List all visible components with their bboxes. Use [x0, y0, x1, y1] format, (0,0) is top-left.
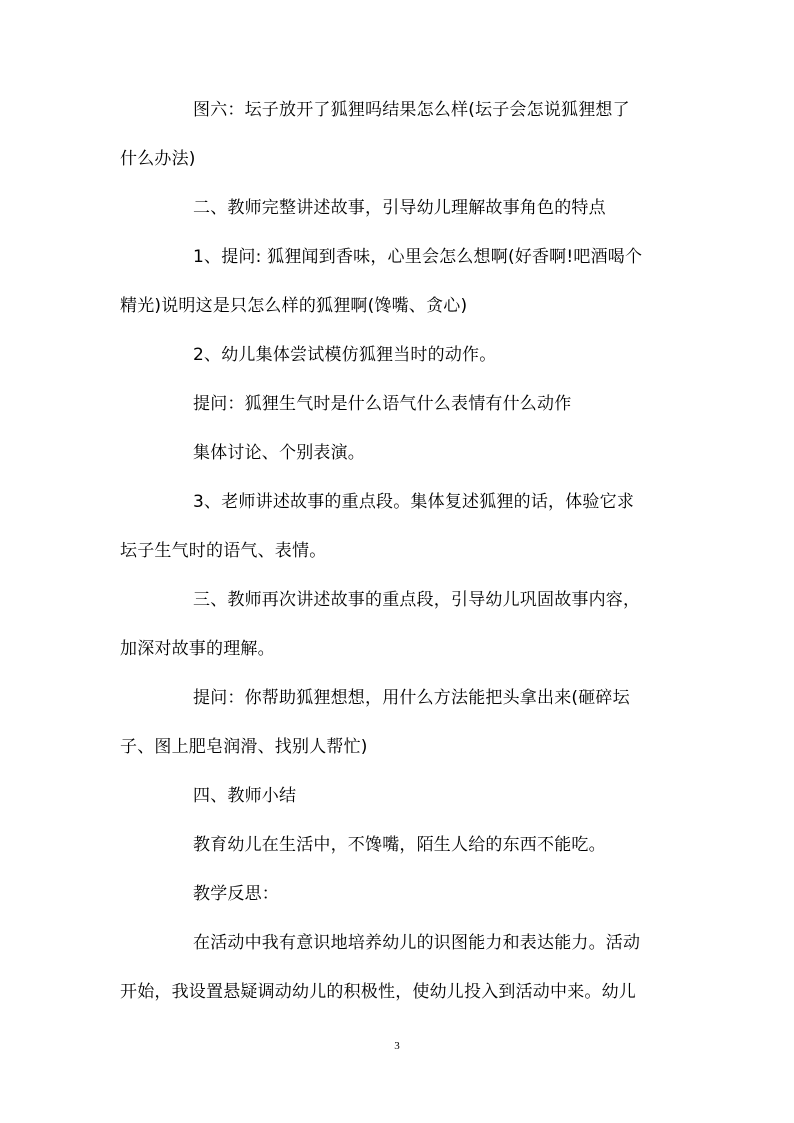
paragraph-line: 教育幼儿在生活中，不馋嘴，陌生人给的东西不能吃。: [193, 835, 606, 855]
section-heading: 教学反思：: [193, 884, 279, 904]
paragraph-line: 提问：狐狸生气时是什么语气什么表情有什么动作: [193, 394, 572, 414]
paragraph-line: 图六：坛子放开了狐狸吗结果怎么样(坛子会怎说狐狸想了: [193, 100, 630, 120]
paragraph-line: 加深对故事的理解。: [120, 639, 275, 659]
paragraph-line: 什么办法): [120, 149, 196, 169]
page-number: 3: [394, 1040, 400, 1052]
paragraph-line: 集体讨论、个别表演。: [193, 443, 365, 463]
paragraph-line: 在活动中我有意识地培养幼儿的识图能力和表达能力。活动: [193, 933, 641, 953]
paragraph-line: 1、提问: 狐狸闻到香味，心里会怎么想啊(好香啊!吧酒喝个: [193, 247, 643, 267]
section-heading: 四、教师小结: [193, 786, 297, 806]
paragraph-line: 3、老师讲述故事的重点段。集体复述狐狸的话，体验它求: [193, 492, 635, 512]
paragraph-line: 2、幼儿集体尝试模仿狐狸当时的动作。: [193, 345, 497, 365]
paragraph-line: 开始，我设置悬疑调动幼儿的积极性，使幼儿投入到活动中来。幼儿: [120, 982, 636, 1002]
paragraph-line: 精光)说明这是只怎么样的狐狸啊(馋嘴、贪心): [120, 296, 468, 316]
paragraph-line: 子、图上肥皂润滑、找别人帮忙): [120, 737, 368, 757]
paragraph-line: 坛子生气时的语气、表情。: [120, 541, 327, 561]
section-heading: 二、教师完整讲述故事，引导幼儿理解故事角色的特点: [193, 198, 606, 218]
paragraph-line: 提问：你帮助狐狸想想，用什么方法能把头拿出来(砸碎坛: [193, 688, 630, 708]
section-heading: 三、教师再次讲述故事的重点段，引导幼儿巩固故事内容，: [193, 590, 641, 610]
